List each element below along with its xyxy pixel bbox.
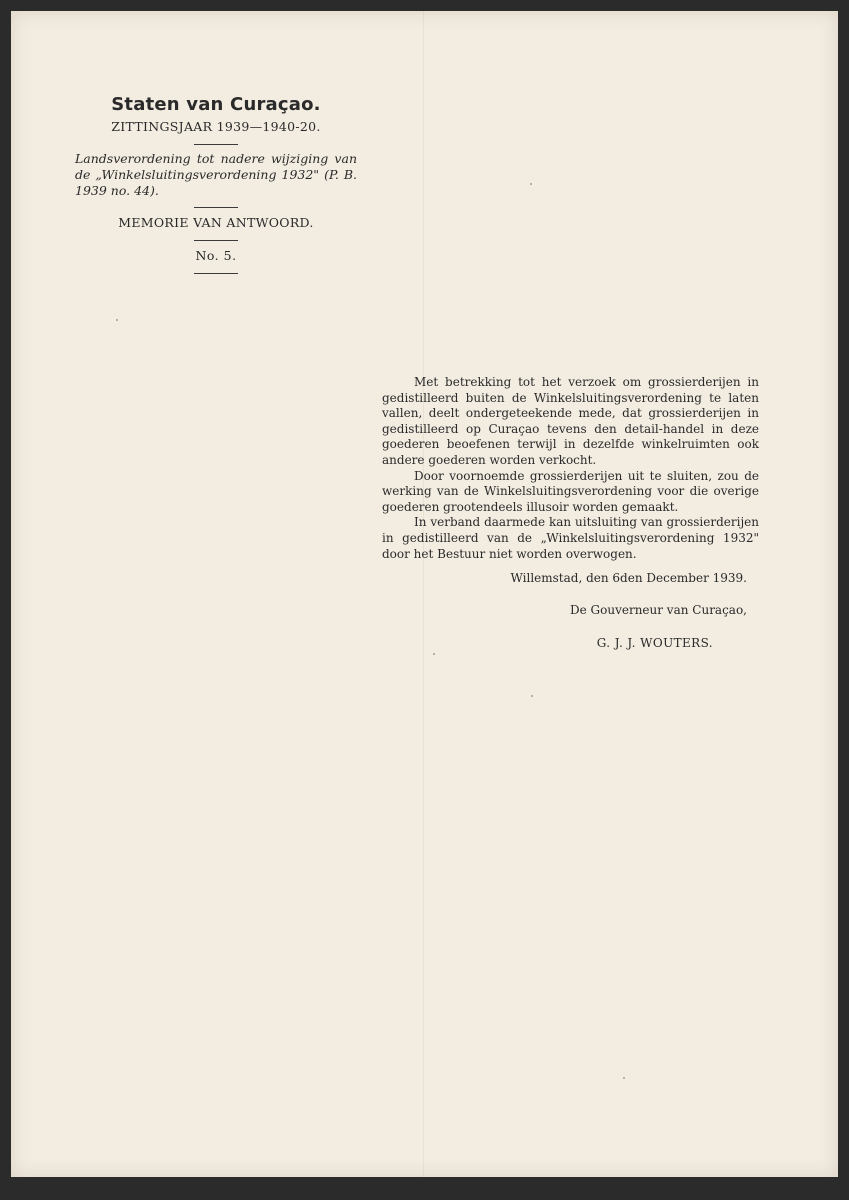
place-and-date: Willemstad, den 6den December 1939. bbox=[510, 571, 747, 585]
signatory-name: G. J. J. WOUTERS. bbox=[596, 636, 713, 650]
document-title: Staten van Curaçao. bbox=[111, 94, 321, 115]
document-subject: Landsverordening tot nadere wijziging van de „Winkelsluitingsverordening 1932" (P. B. 1939 no. 44). bbox=[75, 151, 357, 198]
session-year: ZITTINGSJAAR 1939—1940-20. bbox=[111, 119, 321, 134]
body-paragraph: In verband daarmede kan uitsluiting van grossierderijen in gedistilleerd van de „Winkelsluitingsverordening 1932" door het Bestuur niet worden overwogen. bbox=[382, 515, 759, 561]
document-type: MEMORIE VAN ANTWOORD. bbox=[118, 215, 314, 230]
paper-sheet bbox=[11, 11, 838, 1177]
paper-speck bbox=[623, 1077, 625, 1079]
document-header bbox=[71, 93, 361, 280]
paper-speck bbox=[433, 653, 435, 655]
body-paragraph: Met betrekking tot het verzoek om grossierderijen in gedistilleerd buiten de Winkelsluitingsverordening te laten vallen, deelt ondergeteekende mede, dat grossierderijen in gedistilleerd op Curaçao tevens den detail-handel in deze goederen beoefenen terwijl in dezelfde winkelruimten ook andere goederen worden verkocht. bbox=[382, 375, 759, 467]
divider-rule bbox=[194, 240, 238, 241]
document-number: No. 5. bbox=[195, 248, 237, 263]
divider-rule bbox=[194, 207, 238, 208]
signatory-title: De Gouverneur van Curaçao, bbox=[570, 603, 747, 617]
paper-speck bbox=[530, 183, 532, 185]
body-text bbox=[382, 375, 759, 562]
divider-rule bbox=[194, 273, 238, 274]
divider-rule bbox=[194, 144, 238, 145]
paper-speck bbox=[116, 319, 118, 321]
body-paragraph: Door voornoemde grossierderijen uit te sluiten, zou de werking van de Winkelsluitingsverordening voor die overige goederen grootendeels illusoir worden gemaakt. bbox=[382, 468, 759, 514]
paper-speck bbox=[531, 695, 533, 697]
paper-fold bbox=[423, 11, 424, 1177]
